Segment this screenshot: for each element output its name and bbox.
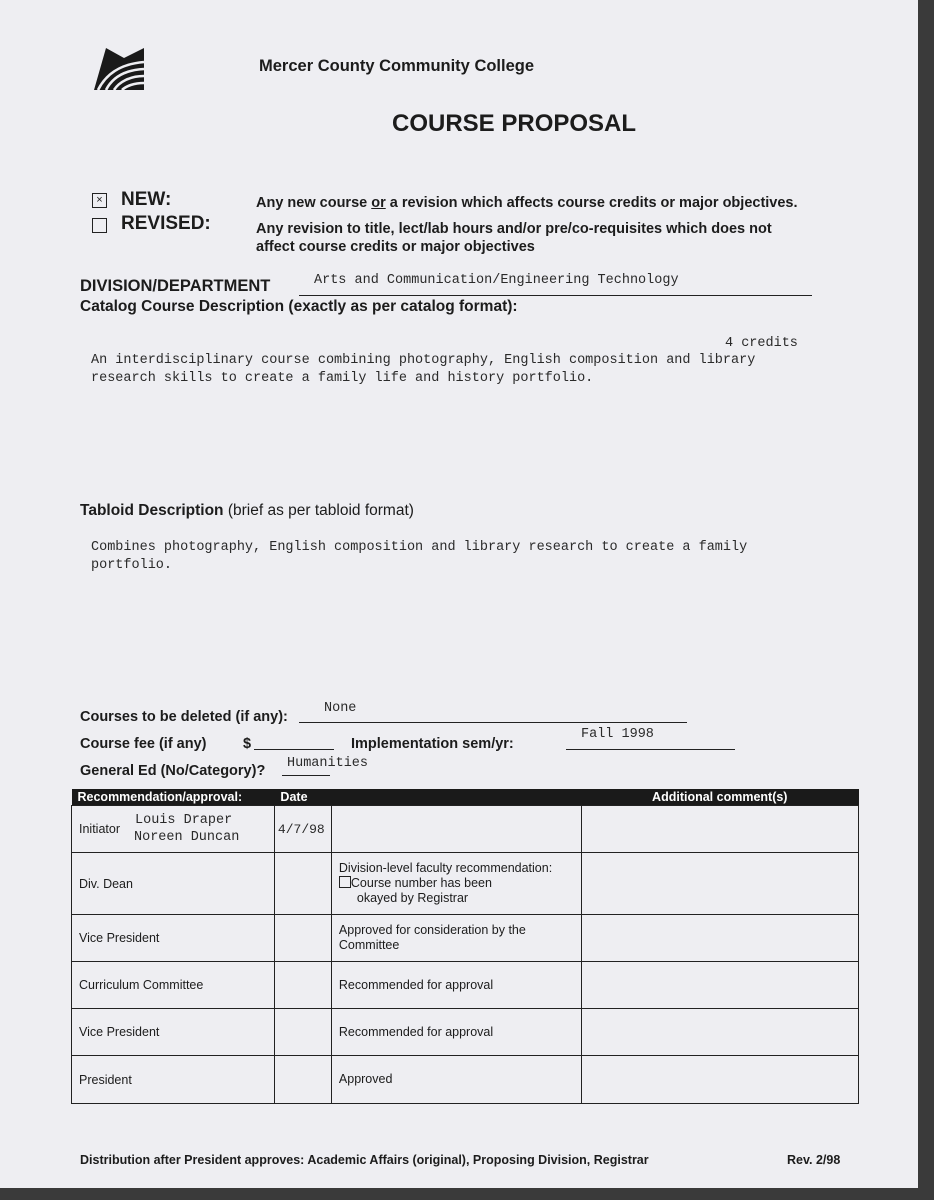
general-ed-underline [282,775,330,776]
college-logo [92,44,146,91]
revision-label: Rev. 2/98 [787,1153,841,1167]
form-title: COURSE PROPOSAL [392,110,637,137]
implementation-underline [566,749,735,750]
note-cell: Approved [331,1056,581,1104]
date-cell[interactable] [274,853,331,915]
role-cell: Div. Dean [72,853,275,915]
comments-header: Additional comment(s) [581,789,858,806]
new-label: NEW: [121,189,172,210]
date-cell[interactable] [274,915,331,962]
courses-deleted-label: Courses to be deleted (if any): [80,709,288,725]
revised-checkbox[interactable] [92,218,107,233]
revised-description-line2: affect course credits or major objectives [256,239,535,255]
course-fee-currency: $ [243,736,252,752]
catalog-description-line2: research skills to create a family life and history portfolio. [91,371,594,386]
role-cell: Vice President [72,1009,275,1056]
table-row [72,1009,859,1056]
general-ed-label: General Ed (No/Category)? [80,763,266,779]
catalog-credits: 4 credits [725,336,798,351]
tabloid-description-line1: Combines photography, English composition and library research to create a family [91,540,748,555]
note-header [331,789,581,806]
new-description: Any new course or a revision which affects course credits or major objectives. [256,195,798,211]
note-cell: Division-level faculty recommendation: Course number has been okayed by Registrar [331,853,581,915]
table-row [72,806,859,853]
comment-cell[interactable] [581,1056,858,1104]
note-cell: Recommended for approval [331,1009,581,1056]
courses-deleted-underline [299,722,687,723]
revised-description-line1: Any revision to title, lect/lab hours and/or pre/co-requisites which does not [256,221,772,237]
comment-cell[interactable] [581,806,858,853]
catalog-label: Catalog Course Description (exactly as per catalog format): [80,298,518,315]
implementation-value[interactable]: Fall 1998 [581,727,654,742]
role-cell: President [72,1056,275,1104]
course-fee-label: Course fee (if any) [80,736,207,752]
comment-cell[interactable] [581,915,858,962]
course-fee-field[interactable] [254,749,334,750]
registrar-checkbox[interactable] [339,876,351,888]
table-row [72,915,859,962]
date-header: Date [274,789,331,806]
division-label: DIVISION/DEPARTMENT [80,277,271,295]
role-header: Recommendation/approval: [72,789,275,806]
date-cell[interactable] [274,1009,331,1056]
role-cell: Initiator Louis Draper Noreen Duncan [72,806,275,853]
note-cell [331,806,581,853]
tabloid-description-line2: portfolio. [91,558,173,573]
table-row [72,962,859,1009]
table-row [72,1056,859,1104]
courses-deleted-value[interactable]: None [324,701,357,716]
note-cell: Approved for consideration by the Committee [331,915,581,962]
comment-cell[interactable] [581,853,858,915]
date-cell[interactable] [274,962,331,1009]
role-cell: Vice President [72,915,275,962]
catalog-description-line1: An interdisciplinary course combining photography, English composition and library [91,353,756,368]
division-underline [299,295,812,296]
table-row [72,853,859,915]
implementation-label: Implementation sem/yr: [351,736,514,752]
date-cell[interactable]: 4/7/98 [274,806,331,853]
date-cell[interactable] [274,1056,331,1104]
new-checkbox[interactable]: × [92,193,107,208]
revised-label: REVISED: [121,213,211,234]
comment-cell[interactable] [581,962,858,1009]
comment-cell[interactable] [581,1009,858,1056]
table-header-row [72,789,859,806]
college-name: Mercer County Community College [259,57,535,75]
role-cell: Curriculum Committee [72,962,275,1009]
general-ed-value[interactable]: Humanities [287,756,369,771]
tabloid-label: Tabloid Description (brief as per tabloid format) [80,502,414,519]
approval-table [71,789,859,1104]
distribution-note: Distribution after President approves: Academic Affairs (original), Proposing Division, Registrar [80,1153,649,1167]
note-cell: Recommended for approval [331,962,581,1009]
division-value[interactable]: Arts and Communication/Engineering Technology [314,273,679,288]
